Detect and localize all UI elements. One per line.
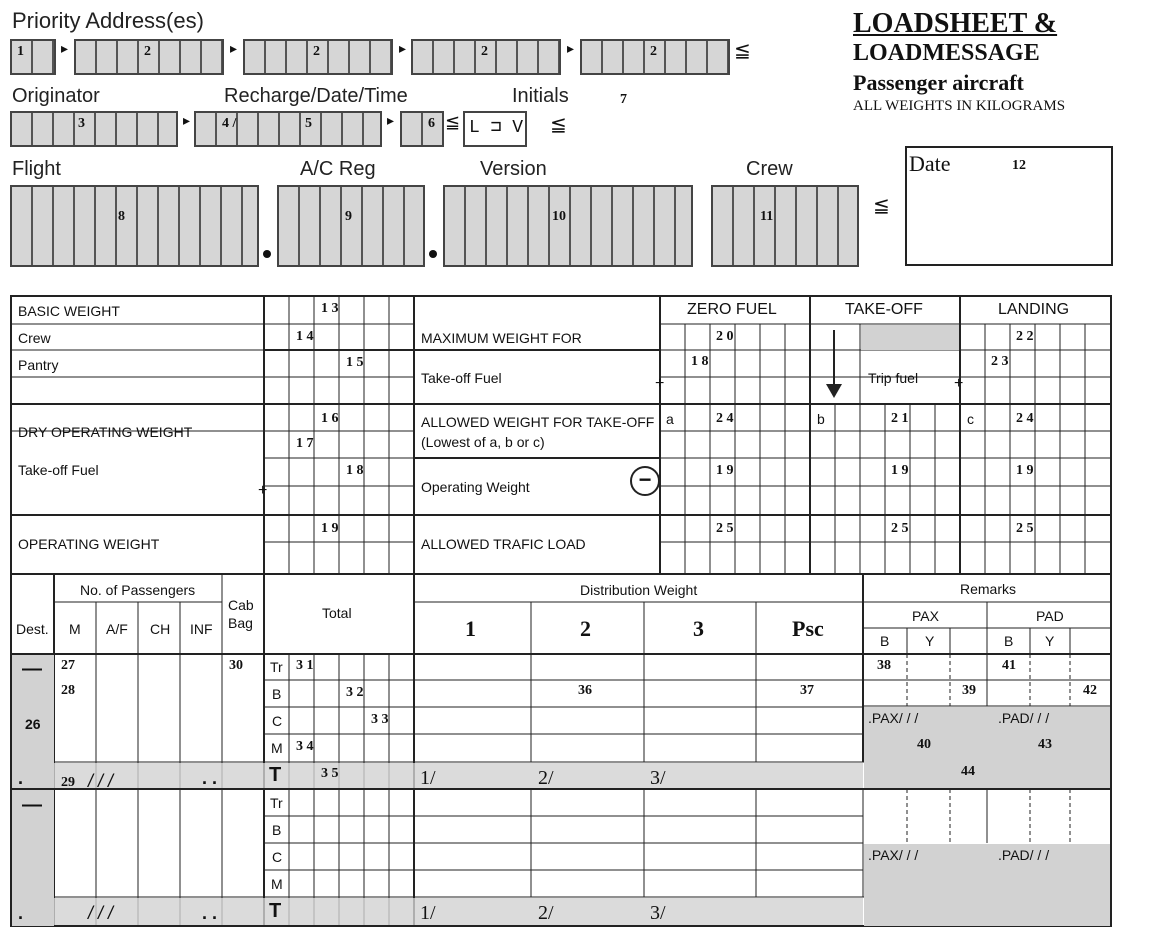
field-18: 1 8 (346, 463, 364, 478)
field-number-2: 2 (144, 44, 151, 59)
field-44: 44 (961, 764, 975, 779)
hold-2-header: 2 (580, 616, 591, 641)
label-c: c (967, 411, 974, 427)
field-37: 37 (800, 683, 814, 698)
pad-header: PAD (1036, 608, 1064, 624)
priority-address-label: Priority Address(es) (12, 8, 204, 33)
field-40: 40 (917, 737, 931, 752)
pax-header: PAX (912, 608, 939, 624)
field-number-2: 2 (481, 44, 488, 59)
recharge-label: Recharge/Date/Time (224, 85, 408, 107)
field-39: 39 (962, 683, 976, 698)
trip-fuel-label: Trip fuel (868, 370, 919, 386)
field-43: 43 (1038, 737, 1052, 752)
field-25: 2 5 (1016, 521, 1034, 536)
lowest-of-label: (Lowest of a, b or c) (421, 434, 545, 450)
field-34: 3 4 (296, 739, 314, 754)
field-number-6: 6 (428, 116, 435, 131)
field-25: 2 5 (716, 521, 734, 536)
allowed-takeoff-label: ALLOWED WEIGHT FOR TAKE-OFF (421, 414, 655, 430)
label-a: a (666, 411, 674, 427)
arrow-icon: ▸ (399, 40, 407, 56)
allowed-trafic-label: ALLOWED TRAFIC LOAD (421, 536, 586, 552)
af-header: A/F (106, 621, 128, 637)
row-dots: . . (202, 768, 218, 788)
max-weight-for-label: MAXIMUM WEIGHT FOR (421, 330, 582, 346)
crew-weight-label: Crew (18, 330, 51, 346)
field-number-7: 7 (620, 92, 627, 107)
field-36: 36 (578, 683, 592, 698)
hold-1-total-2: 1/ (420, 902, 436, 924)
pax-y-header: Y (925, 633, 935, 649)
field-number-2: 2 (313, 44, 320, 59)
field-number-4: 4 / (222, 116, 237, 131)
minus-circle-icon: − (630, 466, 660, 496)
dest-dot-2: . (18, 903, 24, 923)
field-42: 42 (1083, 683, 1097, 698)
less-equal-icon: ≦ (734, 40, 751, 62)
passengers-header: No. of Passengers (80, 582, 196, 598)
total-header: Total (322, 605, 352, 621)
row-b-2: B (272, 822, 282, 838)
field-14: 1 4 (296, 329, 314, 344)
row-tr: Tr (270, 659, 283, 675)
hold-1-total: 1/ (420, 767, 436, 789)
initials-label: Initials (512, 85, 569, 107)
field-28: 28 (61, 683, 75, 698)
dry-operating-weight-label: DRY OPERATING WEIGHT (18, 424, 193, 440)
field-32: 3 2 (346, 685, 364, 700)
arrow-icon: ▸ (567, 40, 575, 56)
psc-header: Psc (792, 616, 824, 641)
field-35: 3 5 (321, 766, 339, 781)
field-33: 3 3 (371, 712, 389, 727)
row-t: T (269, 764, 282, 786)
pax-remarks: .PAX/ / / (868, 710, 919, 726)
form-aircraft-type: Passenger aircraft (853, 70, 1024, 95)
dest-dash-2: — (22, 794, 42, 816)
operating-weight-label-2: Operating Weight (421, 479, 530, 495)
pax-b-header: B (880, 633, 890, 649)
form-title: LOADSHEET & (853, 8, 1058, 39)
weights-note: ALL WEIGHTS IN KILOGRAMS (853, 98, 1066, 114)
zero-fuel-header: ZERO FUEL (687, 301, 777, 318)
pax-slashes-2: / / / (88, 903, 114, 923)
pad-remarks-2: .PAD/ / / (998, 847, 1050, 863)
crew-label: Crew (746, 158, 793, 180)
remarks-header: Remarks (960, 581, 1017, 597)
field-31: 3 1 (296, 658, 314, 673)
field-number-8: 8 (118, 209, 125, 224)
version-label: Version (480, 158, 547, 180)
field-25: 2 5 (891, 521, 909, 536)
takeoff-fuel-label-2: Take-off Fuel (421, 370, 502, 386)
originator-label: Originator (12, 85, 100, 107)
plus-icon: + (655, 375, 665, 392)
field-21: 2 1 (891, 411, 909, 426)
distribution-weight-header: Distribution Weight (580, 582, 698, 598)
takeoff-fuel-label: Take-off Fuel (18, 462, 99, 478)
less-equal-icon: ≦ (445, 112, 461, 132)
inf-header: INF (190, 621, 213, 637)
hold-1-header: 1 (465, 616, 476, 641)
field-19: 1 9 (1016, 463, 1034, 478)
date-label: Date (909, 151, 951, 176)
hold-3-header: 3 (693, 616, 704, 641)
field-number-9: 9 (345, 209, 352, 224)
dest-dash: — (22, 658, 42, 680)
field-number-5: 5 (305, 116, 312, 131)
row-tr-2: Tr (270, 795, 283, 811)
field-number-11: 11 (760, 209, 774, 224)
hold-2-total-2: 2/ (538, 902, 554, 924)
field-29: 29 (61, 775, 75, 790)
landing-header: LANDING (998, 301, 1070, 318)
field-19: 1 9 (891, 463, 909, 478)
flight-label: Flight (12, 158, 61, 180)
field-22: 2 2 (1016, 329, 1034, 344)
row-b: B (272, 686, 282, 702)
row-c: C (272, 713, 283, 729)
basic-weight-label: BASIC WEIGHT (18, 303, 120, 319)
row-c-2: C (272, 849, 283, 865)
pax-slashes: / / / (88, 771, 114, 791)
pad-b-header: B (1004, 633, 1014, 649)
less-equal-icon: ≦ (550, 114, 567, 136)
arrow-icon: ▸ (183, 112, 191, 128)
pantry-label: Pantry (18, 357, 59, 373)
down-arrow-head (826, 384, 842, 398)
arrow-icon: ▸ (61, 40, 69, 56)
operating-weight-label: OPERATING WEIGHT (18, 536, 160, 552)
plus-icon: + (258, 482, 268, 499)
field-16: 1 6 (321, 411, 339, 426)
field-26: 26 (25, 716, 41, 732)
field-38: 38 (877, 658, 891, 673)
field-number-10: 10 (552, 209, 566, 224)
pax-remarks-2: .PAX/ / / (868, 847, 919, 863)
field-number-2: 2 (650, 44, 657, 59)
initials-code: L ⊐ V (469, 118, 524, 138)
field-20: 2 0 (716, 329, 734, 344)
takeoff-header: TAKE-OFF (845, 301, 923, 318)
row-dots-2: . . (202, 903, 218, 923)
label-b: b (817, 411, 825, 427)
plus-icon: + (954, 375, 964, 392)
field-41: 41 (1002, 658, 1016, 673)
field-24: 2 4 (1016, 411, 1034, 426)
pad-remarks: .PAD/ / / (998, 710, 1050, 726)
field-18b: 1 8 (691, 354, 709, 369)
down-arrow-icon (833, 330, 835, 384)
shaded-total-row-2 (12, 898, 863, 925)
row-t-2: T (269, 900, 282, 922)
field-13: 1 3 (321, 301, 339, 316)
hold-3-total-2: 3/ (650, 902, 666, 924)
less-equal-icon: ≦ (873, 195, 890, 217)
shaded-total-row (12, 763, 863, 788)
hold-3-total: 3/ (650, 767, 666, 789)
field-27: 27 (61, 658, 75, 673)
arrow-icon: ▸ (387, 112, 395, 128)
ch-header: CH (150, 621, 171, 637)
field-17: 1 7 (296, 436, 314, 451)
arrow-icon: ▸ (230, 40, 238, 56)
row-m-2: M (271, 876, 283, 892)
field-24: 2 4 (716, 411, 734, 426)
dest-header: Dest. (16, 621, 49, 637)
field-15: 1 5 (346, 355, 364, 370)
dest-dot: . (18, 768, 24, 788)
field-number-3: 3 (78, 116, 85, 131)
acreg-label: A/C Reg (300, 158, 376, 180)
field-19: 1 9 (321, 521, 339, 536)
cab-bag-header: Cab Bag (228, 597, 254, 631)
field-number-12: 12 (1012, 158, 1026, 173)
form-subtitle: LOADMESSAGE (853, 40, 1040, 66)
hold-2-total: 2/ (538, 767, 554, 789)
shaded-cell (861, 325, 959, 350)
field-30: 30 (229, 658, 243, 673)
field-19: 1 9 (716, 463, 734, 478)
field-number-1: 1 (17, 44, 24, 59)
m-header: M (69, 621, 81, 637)
field-23: 2 3 (991, 354, 1009, 369)
pad-y-header: Y (1045, 633, 1055, 649)
row-m: M (271, 740, 283, 756)
